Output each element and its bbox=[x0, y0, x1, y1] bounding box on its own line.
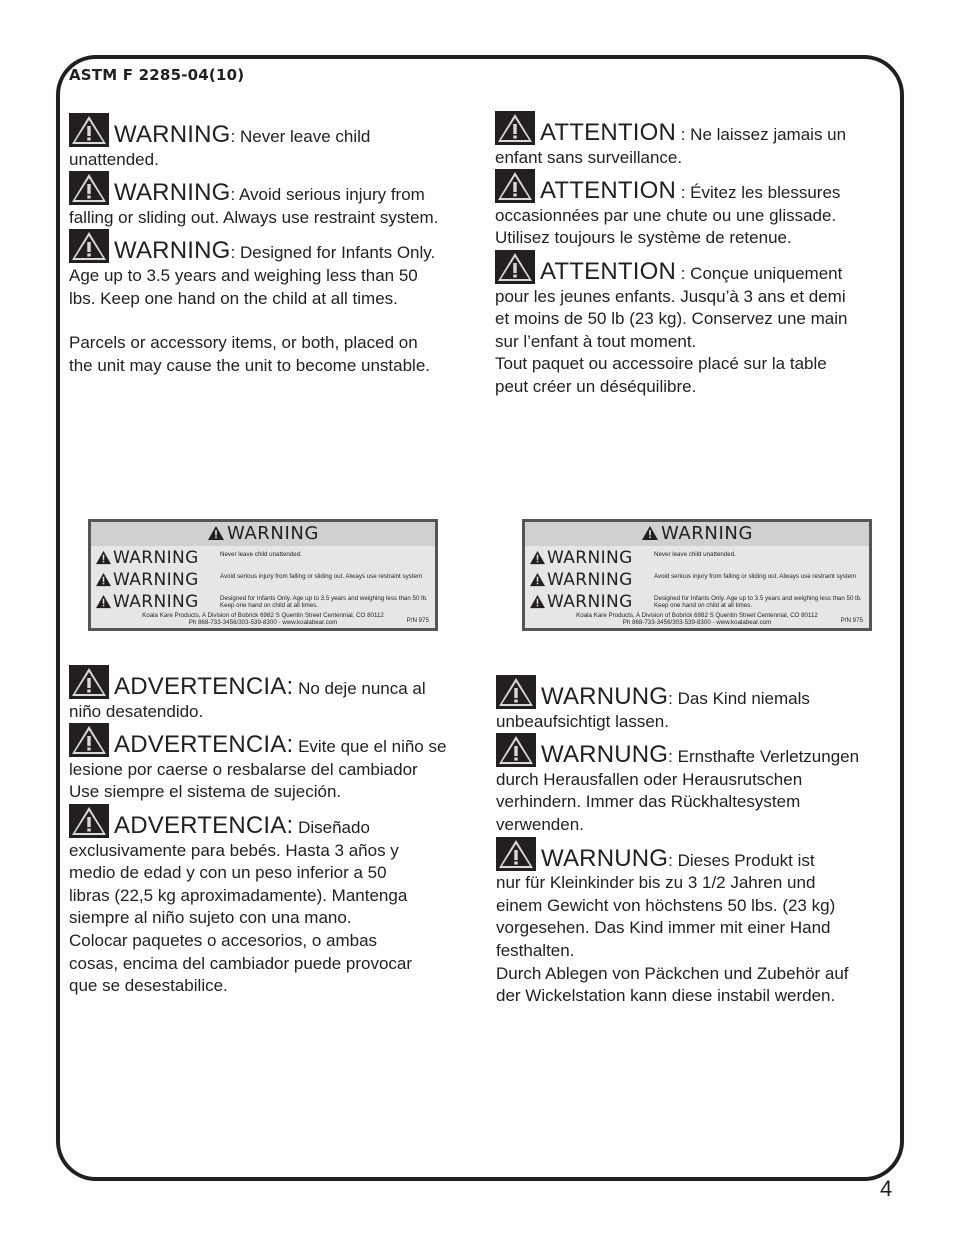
warning-triangle-icon bbox=[95, 549, 112, 571]
german-parcels-note: Durch Ablegen von Päckchen und Zubehör auf der Wickelstation kann diese instabil werden. bbox=[496, 963, 849, 1006]
warning-triangle-icon bbox=[641, 524, 659, 548]
german-warning-3-title: WARNUNG bbox=[541, 844, 669, 872]
spanish-warnings bbox=[69, 665, 479, 998]
warning-triangle-icon bbox=[496, 837, 536, 871]
english-warning-1-title: WARNING bbox=[114, 121, 231, 148]
label-header: WARNING bbox=[226, 523, 320, 544]
french-warning-3-title: ATTENTION bbox=[540, 257, 677, 285]
warning-triangle-icon bbox=[529, 549, 546, 571]
german-warning-1-title: WARNUNG bbox=[541, 683, 669, 710]
english-warning-1: WARNING: Never leave child unattended. bbox=[69, 113, 479, 171]
german-warning-3: WARNUNG: Dieses Produkt ist nur für Kleinkinder bis zu 3 1/2 Jahren und einem Gewicht von höchstens 50 lbs. (23 kg) vorgesehen. Das Kind immer mit einer Hand festhalten. bbox=[496, 837, 896, 963]
spanish-warning-3-title: ADVERTENCIA: bbox=[114, 811, 294, 839]
french-warnings bbox=[495, 111, 895, 399]
warning-triangle-icon bbox=[95, 571, 112, 593]
warning-triangle-icon bbox=[495, 250, 535, 284]
label-header: WARNING bbox=[660, 523, 754, 544]
warning-triangle-icon bbox=[496, 733, 536, 767]
english-warnings bbox=[69, 113, 479, 377]
english-warning-2-title: WARNING bbox=[114, 179, 231, 207]
german-warning-2-title: WARNUNG bbox=[541, 741, 669, 769]
french-parcels-note: Tout paquet ou accessoire placé sur la table peut créer un déséquilibre. bbox=[495, 354, 827, 396]
french-warning-1: ATTENTION : Ne laissez jamais un enfant sans surveillance. bbox=[495, 111, 895, 169]
french-warning-1-title: ATTENTION bbox=[540, 119, 677, 146]
english-warning-3-title: WARNING bbox=[114, 237, 231, 265]
spanish-warning-2: ADVERTENCIA: Evite que el niño se lesione por caerse o resbalarse del cambiador Use siempre el sistema de sujeción. bbox=[69, 723, 479, 804]
warning-label-image-right: WARNING WARNING Never leave child unattended. WARNING Avoid serious injury from falling or sliding out. Always use restraint system WARNING Designed for Infants Only. Age up to 3.5 years and weighing less than 50 lb. Keep one hand on child at all times. Koala Kare Products, A Division of Bobrick 6982 S Quentin Street Centennial, CO 80112 Ph 868-733-3456/303-539-8300 - www.koalabear.com P/N 975 bbox=[522, 519, 872, 631]
warning-triangle-icon bbox=[495, 111, 535, 145]
french-warning-3: ATTENTION : Conçue uniquement pour les jeunes enfants. Jusqu’à 3 ans et demi et moins de 50 lb (23 kg). Conservez une main sur l’enfant à tout moment. bbox=[495, 250, 895, 353]
warning-triangle-icon bbox=[69, 804, 109, 838]
german-warnings bbox=[496, 675, 896, 1008]
warning-triangle-icon bbox=[69, 723, 109, 757]
warning-triangle-icon bbox=[69, 171, 109, 205]
spanish-warning-1-title: ADVERTENCIA: bbox=[114, 673, 294, 700]
spanish-parcels-note: Colocar paquetes o accesorios, o ambas cosas, encima del cambiador puede provocar que se desestabilice. bbox=[69, 930, 413, 996]
spanish-warning-2-title: ADVERTENCIA: bbox=[114, 731, 294, 759]
warning-triangle-icon bbox=[69, 665, 109, 699]
spanish-warning-3: ADVERTENCIA: Diseñado exclusivamente para bebés. Hasta 3 años y medio de edad y con un peso inferior a 50 libras (22,5 kg aproximadamente). Mantenga siempre al niño sujeto con una mano. bbox=[69, 804, 479, 930]
french-warning-2: ATTENTION : Évitez les blessures occasionnées par une chute ou une glissade. Utilisez toujours le système de retenue. bbox=[495, 169, 895, 250]
warning-triangle-icon bbox=[495, 169, 535, 203]
warning-triangle-icon bbox=[496, 675, 536, 709]
standard-reference: ASTM F 2285-04(10) bbox=[69, 66, 245, 84]
warning-label-image-left: WARNING WARNING Never leave child unattended. WARNING Avoid serious injury from falling or sliding out. Always use restraint system WARNING Designed for Infants Only. Age up to 3.5 years and weighing less than 50 lb. Keep one hand on child at all times. Koala Kare Products, A Division of Bobrick 6982 S Quentin Street Centennial, CO 80112 Ph 868-733-3456/303-539-8300 - www.koalabear.com P/N 975 bbox=[88, 519, 438, 631]
warning-triangle-icon bbox=[207, 524, 225, 548]
german-warning-2: WARNUNG: Ernsthafte Verletzungen durch Herausfallen oder Herausrutschen verhindern. Immer das Rückhaltesystem verwenden. bbox=[496, 733, 896, 836]
warning-triangle-icon bbox=[69, 113, 109, 147]
english-warning-3: WARNING: Designed for Infants Only. Age up to 3.5 years and weighing less than 50 lbs. Keep one hand on the child at all times. bbox=[69, 229, 479, 310]
warning-triangle-icon bbox=[69, 229, 109, 263]
page-number: 4 bbox=[880, 1176, 893, 1201]
spanish-warning-1: ADVERTENCIA: No deje nunca al niño desatendido. bbox=[69, 665, 479, 723]
english-warning-2: WARNING: Avoid serious injury from falling or sliding out. Always use restraint system. bbox=[69, 171, 479, 229]
french-warning-2-title: ATTENTION bbox=[540, 177, 677, 205]
warning-triangle-icon bbox=[529, 571, 546, 593]
german-warning-1: WARNUNG: Das Kind niemals unbeaufsichtigt lassen. bbox=[496, 675, 896, 733]
english-parcels-note: Parcels or accessory items, or both, placed on the unit may cause the unit to become unstable. bbox=[69, 333, 431, 375]
